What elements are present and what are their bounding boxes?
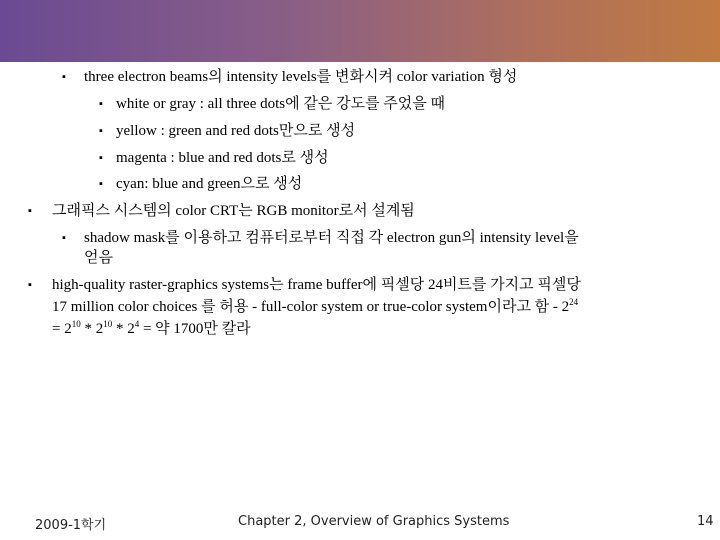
bullet-text-color-crt: 그래픽스 시스템의 color CRT는 RGB monitor로서 설계됨: [52, 203, 415, 219]
bullet-icon: ▪: [28, 279, 32, 291]
bullet-text-cyan: cyan: blue and green으로 생성: [116, 176, 303, 192]
footer-page-number: 14: [697, 514, 714, 529]
bullet-icon: ▪: [28, 205, 32, 217]
bullet-icon: ▪: [99, 152, 103, 164]
bullet-text-shadow-mask: shadow mask를 이용하고 컴퓨터로부터 직접 각 electron gun의 intensity level을: [84, 230, 579, 246]
bullet-icon: ▪: [99, 125, 103, 137]
bullet-icon: ▪: [62, 71, 66, 83]
bullet-text-shadow-mask-cont: 얻음: [84, 250, 113, 266]
header-gradient-band: [0, 0, 720, 62]
bullet-text-magenta: magenta : blue and red dots로 생성: [116, 150, 329, 166]
bullet-text-high-quality: high-quality raster-graphics systems는 frame buffer에 픽셀당 24비트를 가지고 픽셀당: [52, 277, 581, 293]
bullet-icon: ▪: [62, 232, 66, 244]
bullet-icon: ▪: [99, 178, 103, 190]
bullet-text-white-gray: white or gray : all three dots에 같은 강도를 주었을 때: [116, 96, 446, 112]
footer-chapter-title: Chapter 2, Overview of Graphics Systems: [238, 514, 510, 529]
bullet-text-color-calc: = $2^{10} * 2^{10} * 2^4$ = 약 1700만 칼라: [52, 319, 251, 337]
bullet-icon: ▪: [99, 98, 103, 110]
bullet-text-yellow: yellow : green and red dots만으로 생성: [116, 123, 356, 139]
bullet-text-electron-beams: three electron beams의 intensity levels를 변화시켜 color variation 형성: [84, 69, 518, 85]
bullet-text-million-colors: 17 million color choices 를 허용 - full-color system or true-color system이라고 함 - $2^{24}$: [52, 297, 579, 315]
footer-semester: 2009-1학기: [35, 518, 107, 533]
